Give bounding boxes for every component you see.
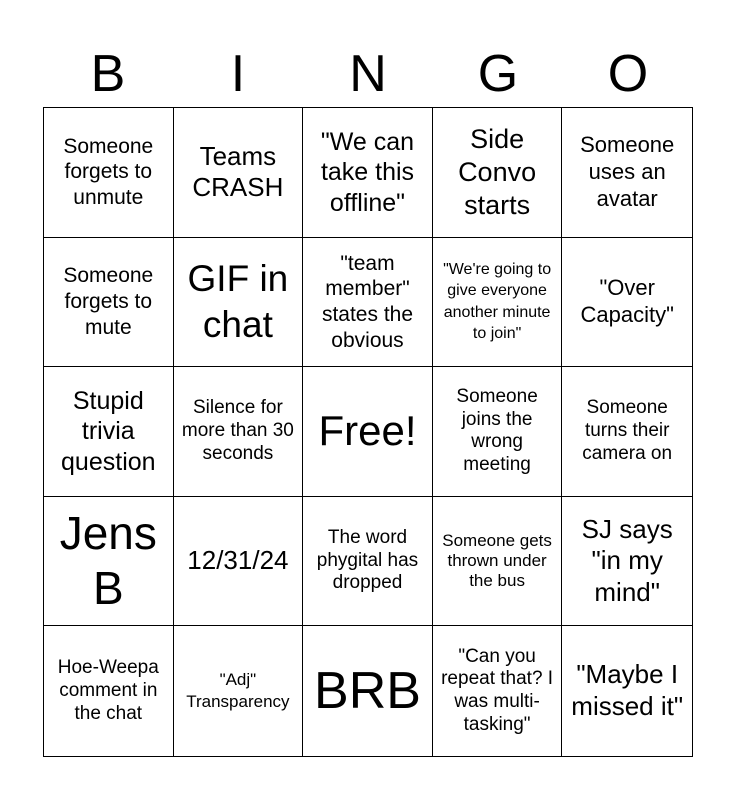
bingo-cell-r1c1[interactable] (44, 108, 174, 238)
cell-text: Hoe-Weepa comment in the chat (57, 657, 159, 724)
cell-text: Someone uses an avatar (580, 132, 675, 211)
cell-text: Someone joins the wrong meeting (456, 385, 538, 476)
cell-text: GIF in chat (187, 257, 289, 345)
bingo-cell-r3c1[interactable] (44, 367, 174, 497)
cell-text: The word phygital has dropped (316, 526, 419, 594)
bingo-cell-r2c4[interactable] (433, 238, 563, 368)
bingo-board (43, 107, 693, 757)
cell-text: Teams CRASH (192, 140, 284, 203)
bingo-cell-r5c2[interactable] (174, 626, 304, 756)
bingo-cell-r4c4[interactable] (433, 497, 563, 627)
bingo-cell-r3c3-free[interactable] (303, 367, 433, 497)
bingo-cell-r2c2[interactable] (174, 238, 304, 368)
bingo-cell-r3c2[interactable] (174, 367, 304, 497)
bingo-cell-r2c5[interactable] (562, 238, 692, 368)
bingo-cell-r2c1[interactable] (44, 238, 174, 368)
header-letter-i: I (230, 45, 246, 103)
bingo-cell-r5c1[interactable] (44, 626, 174, 756)
bingo-cell-r1c3[interactable] (303, 108, 433, 238)
bingo-cell-r4c5[interactable] (562, 497, 692, 627)
bingo-cell-r5c3[interactable] (303, 626, 433, 756)
cell-text: Jens B (59, 506, 157, 615)
cell-text: BRB (314, 661, 421, 720)
bingo-cell-r5c5[interactable] (562, 626, 692, 756)
header-letter-g: G (477, 45, 519, 103)
cell-text: Someone gets thrown under the bus (442, 530, 552, 591)
header-letter-n: N (349, 45, 387, 103)
bingo-cell-r1c5[interactable] (562, 108, 692, 238)
bingo-cell-r2c3[interactable] (303, 238, 433, 368)
cell-text: "Maybe I missed it" (571, 659, 684, 722)
cell-text: Side Convo starts (458, 123, 537, 220)
cell-text: Someone forgets to unmute (63, 134, 154, 210)
cell-text: "Adj" Transparency (186, 670, 290, 712)
bingo-cell-r4c3[interactable] (303, 497, 433, 627)
bingo-cell-r4c1[interactable] (44, 497, 174, 627)
bingo-cell-r3c5[interactable] (562, 367, 692, 497)
bingo-cell-r1c2[interactable] (174, 108, 304, 238)
cell-text: "Over Capacity" (580, 275, 674, 327)
bingo-cell-r1c4[interactable] (433, 108, 563, 238)
cell-text: "We're going to give everyone another minute to join" (443, 260, 552, 343)
cell-text: Someone turns their camera on (582, 397, 673, 464)
header-letter-o: O (607, 45, 649, 103)
bingo-cell-r4c2[interactable] (174, 497, 304, 627)
bingo-header (43, 40, 693, 108)
cell-text: Silence for more than 30 seconds (181, 397, 294, 464)
cell-text: 12/31/24 (187, 545, 289, 576)
free-space-label: Free! (318, 407, 417, 455)
header-letter-b: B (90, 45, 126, 103)
cell-text: Stupid trivia question (61, 386, 156, 476)
bingo-cell-r3c4[interactable] (433, 367, 563, 497)
cell-text: "team member" states the obvious (321, 251, 414, 352)
bingo-cell-r5c4[interactable] (433, 626, 563, 756)
cell-text: "We can take this offline" (320, 127, 415, 217)
cell-text: Someone forgets to mute (63, 264, 154, 339)
cell-text: SJ says "in my mind" (581, 513, 673, 607)
cell-text: "Can you repeat that? I was multi-tasking" (441, 645, 554, 735)
